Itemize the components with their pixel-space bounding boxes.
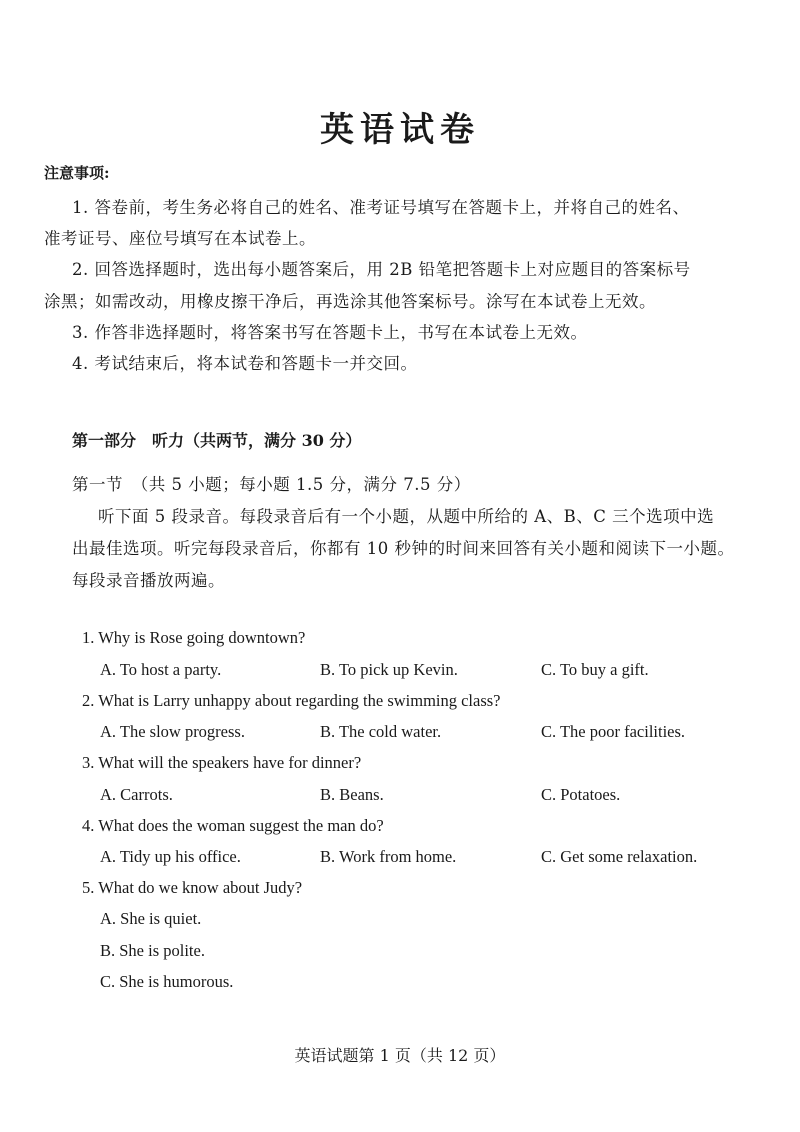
notice-line: 4. 考试结束后，将本试卷和答题卡一并交回。 xyxy=(72,354,418,373)
option-a: A. The slow progress. xyxy=(100,722,245,741)
option-a: A. She is quiet. xyxy=(100,909,202,928)
question-stem: 1. Why is Rose going downtown? xyxy=(82,628,306,647)
question-stem: 5. What do we know about Judy? xyxy=(82,878,303,897)
option-a: A. Tidy up his office. xyxy=(100,847,241,866)
option-c: C. The poor facilities. xyxy=(541,722,686,741)
notice-heading: 注意事项: xyxy=(44,164,110,182)
question-stem: 2. What is Larry unhappy about regarding the swimming class? xyxy=(82,691,501,710)
notice-line: 2. 回答选择题时，选出每小题答案后，用 2B 铅笔把答题卡上对应题目的答案标号 xyxy=(72,260,691,279)
part-heading: 第一部分 听力（共两节，满分 30 分） xyxy=(72,431,362,450)
option-b: B. Beans. xyxy=(320,785,384,804)
notice-line: 准考证号、座位号填写在本试卷上。 xyxy=(44,229,316,248)
instruction-line: 听下面 5 段录音。每段录音后有一个小题，从题中所给的 A、B、C 三个选项中选 xyxy=(98,507,715,526)
instruction-line: 每段录音播放两遍。 xyxy=(72,571,225,590)
question-stem: 4. What does the woman suggest the man do? xyxy=(82,816,384,835)
option-c: C. Get some relaxation. xyxy=(541,847,698,866)
option-b: B. She is polite. xyxy=(100,941,205,960)
option-c: C. To buy a gift. xyxy=(541,660,649,679)
option-b: B. The cold water. xyxy=(320,722,442,741)
option-b: B. To pick up Kevin. xyxy=(320,660,458,679)
option-a: A. Carrots. xyxy=(100,785,173,804)
option-a: A. To host a party. xyxy=(100,660,222,679)
page-footer: 英语试题第 1 页（共 12 页） xyxy=(294,1046,506,1065)
notice-line: 涂黑；如需改动，用橡皮擦干净后，再选涂其他答案标号。涂写在本试卷上无效。 xyxy=(44,292,656,311)
instruction-line: 出最佳选项。听完每段录音后，你都有 10 秒钟的时间来回答有关小题和阅读下一小题。 xyxy=(72,539,735,558)
option-b: B. Work from home. xyxy=(320,847,457,866)
question-stem: 3. What will the speakers have for dinner? xyxy=(82,753,362,772)
notice-line: 1. 答卷前，考生务必将自己的姓名、准考证号填写在答题卡上，并将自己的姓名、 xyxy=(72,198,690,217)
option-c: C. Potatoes. xyxy=(541,785,621,804)
option-c: C. She is humorous. xyxy=(100,972,234,991)
section-heading: 第一节 （共 5 小题；每小题 1.5 分，满分 7.5 分） xyxy=(72,475,471,494)
page-title: 英语试卷 xyxy=(320,110,480,150)
notice-line: 3. 作答非选择题时，将答案书写在答题卡上，书写在本试卷上无效。 xyxy=(72,323,588,342)
